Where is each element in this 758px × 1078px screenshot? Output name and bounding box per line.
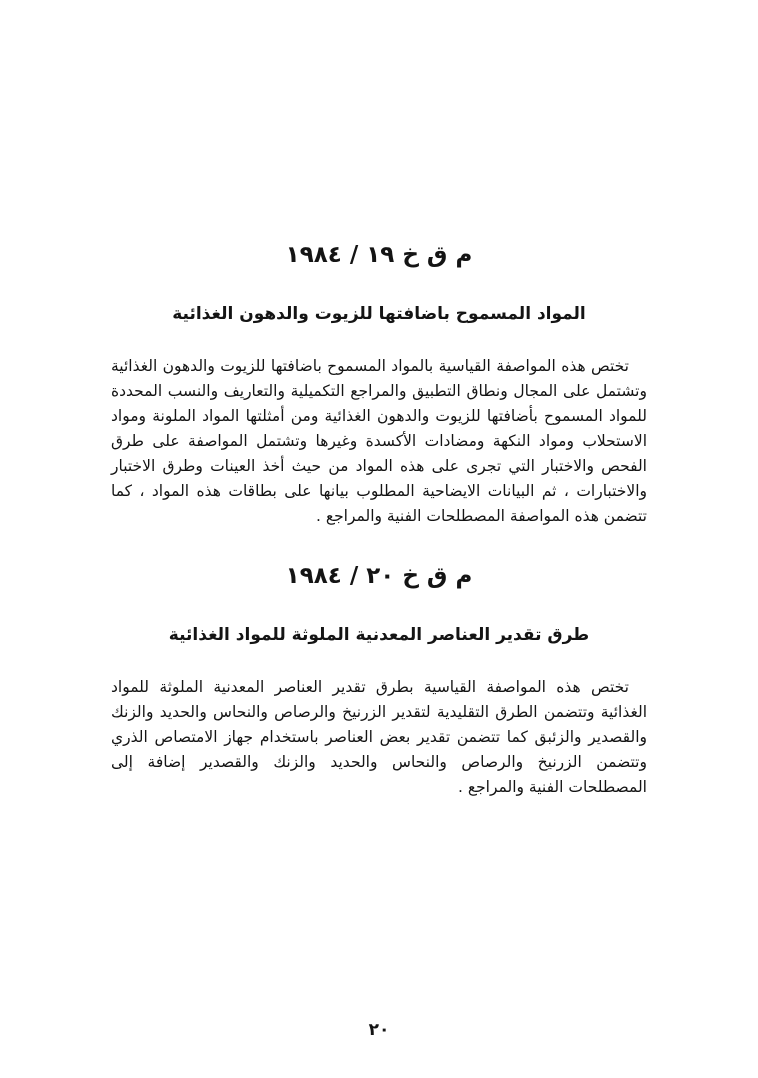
standard-description: تختص هذه المواصفة القياسية بالمواد المسموح باضافتها للزيوت والدهون الغذائية وتشتمل على المجال ونطاق التطبيق والمراجع التكميلية والتعاريف والنسب المحددة للمواد المسموح بأضافتها للزيوت والدهون الغذائية ومن أمثلتها المواد الملونة ومواد الاستحلاب ومواد النكهة ومضادات الأكسدة وغيرها وتشتمل المواصفة على طرق الفحص والاختبار التي تجرى على هذه المواد من حيث أخذ العينات وطرق الاختبار والاختبارات ، ثم البيانات الايضاحية المطلوب بيانها على بطاقات هذه المواد ، كما تتضمن هذه المواصفة المصطلحات الفنية والمراجع .: [111, 357, 647, 525]
page-number: ٢٠: [368, 1020, 390, 1040]
standard-code-heading: م ق خ ٢٠ / ١٩٨٤: [285, 563, 473, 589]
standard-section-1: [111, 242, 647, 529]
standard-title: طرق تقدير العناصر المعدنية الملوثة للمواد الغذائية: [168, 625, 590, 645]
document-content: [111, 0, 647, 800]
standard-code-heading: م ق خ ١٩ / ١٩٨٤: [285, 242, 473, 268]
standard-title: المواد المسموح باضافتها للزيوت والدهون الغذائية: [172, 304, 586, 324]
standard-description: تختص هذه المواصفة القياسية بطرق تقدير العناصر المعدنية الملوثة للمواد الغذائية وتتضمن الطرق التقليدية لتقدير الزرنيخ والرصاص والنحاس والحديد والزنك والقصدير والزئبق كما تتضمن تقدير بعض العناصر باستخدام جهاز الامتصاص الذري وتتضمن الزرنيخ والرصاص والنحاس والحديد والزنك والقصدير إضافة إلى المصطلحات الفنية والمراجع .: [111, 678, 647, 796]
standard-section-2: [111, 563, 647, 800]
